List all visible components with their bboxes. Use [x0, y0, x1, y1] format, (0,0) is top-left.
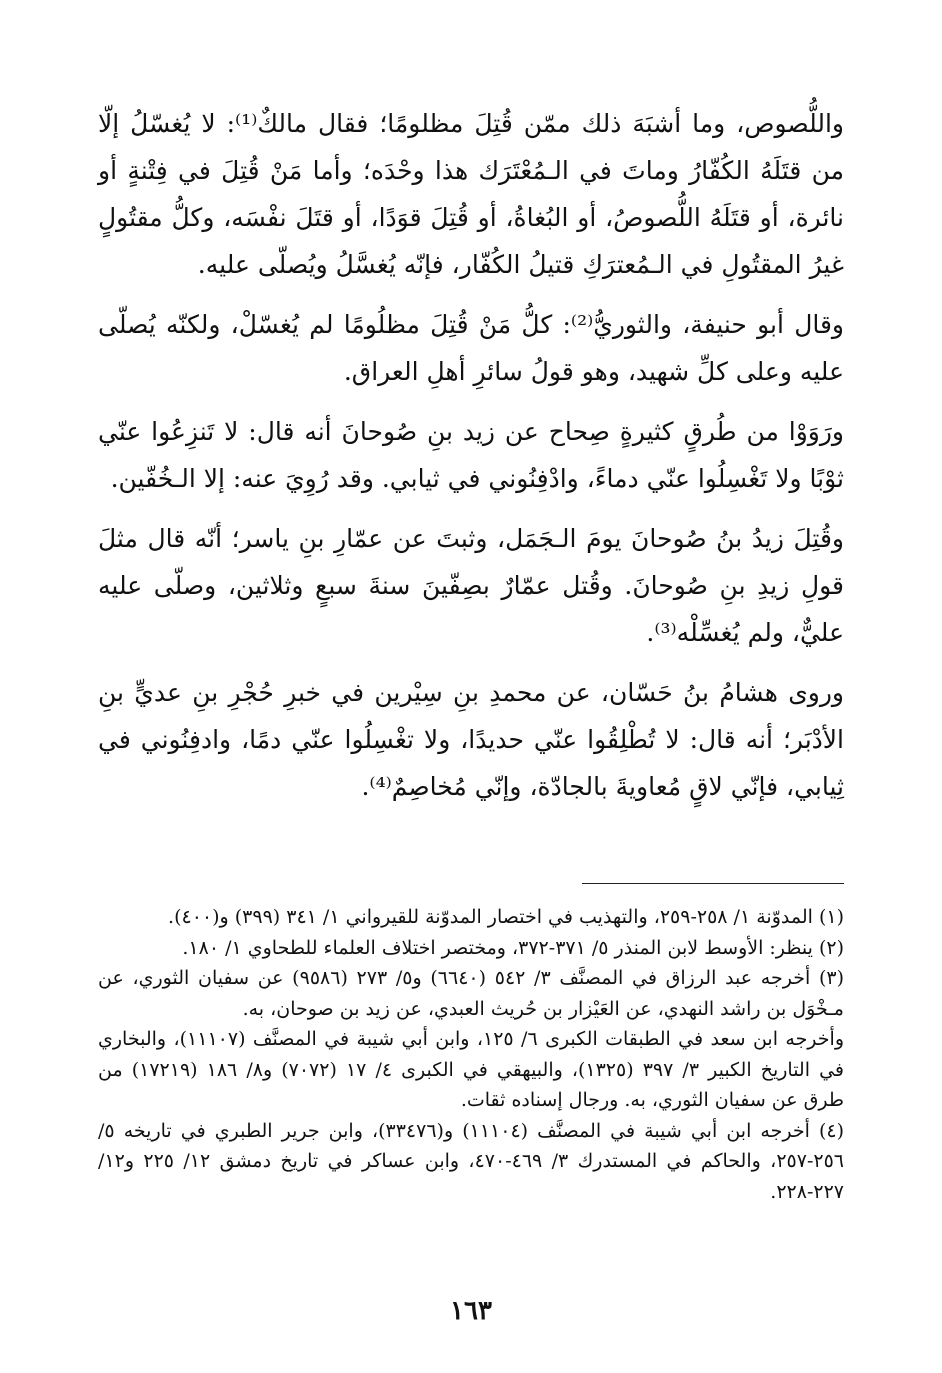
- footnote-3: (٣) أخرجه عبد الرزاق في المصنَّف ٣/ ٥٤٢ (٦٦٤٠) و٥/ ٢٧٣ (٩٥٨٦) عن سفيان الثوري، عن مـخْوَل بن راشد النهدي، عن العَيْزار بن حُريث العبدي، عن زيد بن صوحان، به.: [98, 967, 844, 1020]
- footnote-divider: [582, 883, 844, 884]
- paragraph-5: وروى هشامُ بنُ حَسّان، عن محمدِ بنِ سِيْرين في خبرِ حُجْرِ بنِ عديٍّ بنِ الأدْبَر؛ أنه قال: لا تُطْلِقُوا عنّي حديدًا، ولا تغْسِلُوا عنّي دمًا، وادفِنُوني في ثِيابي، فإنّي لاقٍ مُعاويةَ بالجادّة، وإنّي مُخاصِمٌ⁽⁴⁾.: [98, 678, 844, 801]
- paragraph-1: واللُّصوص، وما أشبَهَ ذلك ممّن قُتِلَ مظلومًا؛ فقال مالكٌ⁽¹⁾: لا يُغسّلُ إلّا من قتَلَهُ الكُفّارُ وماتَ في الـمُعْتَرَك هذا وحْدَه؛ وأما مَنْ قُتِلَ في فِتْنةٍ أو نائرة، أو قتَلَهُ اللُّصوصُ، أو البُغاةُ، أو قُتِلَ قوَدًا، أو قتَلَ نفْسَه، وكلُّ مقتُولٍ غيرُ المقتُولِ في الـمُعترَكِ قتيلُ الكُفّار، فإنّه يُغسَّلُ ويُصلّى عليه.: [98, 109, 844, 279]
- page-number: ١٦٣: [450, 1296, 492, 1326]
- footnote-2: (٢) ينظر: الأوسط لابن المنذر ٥/ ٣٧١-٣٧٢، ومختصر اختلاف العلماء للطحاوي ١/ ١٨٠.: [182, 936, 844, 959]
- footnotes: [98, 902, 844, 1207]
- paragraph-3: ورَوَوْا من طُرقٍ كثيرةٍ صِحاح عن زيد بنِ صُوحانَ أنه قال: لا تَنزِعُوا عنّي ثوْبًا ولا تَغْسِلُوا عنّي دماءً، وادْفِنُوني في ثيابي. وقد رُوِيَ عنه: إلا الـخُفّين.: [98, 417, 844, 493]
- paragraph-2: وقال أبو حنيفة، والثوريُّ⁽²⁾: كلُّ مَنْ قُتِلَ مظلُومًا لم يُغسّلْ، ولكنّه يُصلّى عليه وعلى كلِّ شهيد، وهو قولُ سائرِ أهلِ العراق.: [98, 310, 844, 386]
- footnote-3-continuation: وأخرجه ابن سعد في الطبقات الكبرى ٦/ ١٢٥، وابن أبي شيبة في المصنَّف (١١١٠٧)، والبخاري في التاريخ الكبير ٣/ ٣٩٧ (١٣٢٥)، والبيهقي في الكبرى ٤/ ١٧ (٧٠٧٢) و٨/ ١٨٦ (١٧٢١٩) من طرق عن سفيان الثوري، به. ورجال إسناده ثقات.: [98, 1028, 844, 1111]
- paragraph-4: وقُتِلَ زيدُ بنُ صُوحانَ يومَ الـجَمَل، وثبتَ عن عمّارِ بنِ ياسر؛ أنّه قال مثلَ قولِ زيدِ بنِ صُوحانَ. وقُتل عمّارٌ بصِفّينَ سنةَ سبعٍ وثلاثين، وصلّى عليه عليٌّ، ولم يُغسِّلْه⁽³⁾.: [98, 524, 844, 647]
- footnote-4: (٤) أخرجه ابن أبي شيبة في المصنَّف (١١١٠٤) و(٣٣٤٧٦)، وابن جرير الطبري في تاريخه ٥/ ٢٥٦-٢٥٧، والحاكم في المستدرك ٣/ ٤٦٩-٤٧٠، وابن عساكر في تاريخ دمشق ١٢/ ٢٢٥ و١٢/ ٢٢٧-٢٢٨.: [98, 1119, 844, 1203]
- main-text: [98, 100, 844, 823]
- footnote-1: (١) المدوّنة ١/ ٢٥٨-٢٥٩، والتهذيب في اختصار المدوّنة للقيرواني ١/ ٣٤١ (٣٩٩) و(٤٠٠).: [168, 906, 844, 928]
